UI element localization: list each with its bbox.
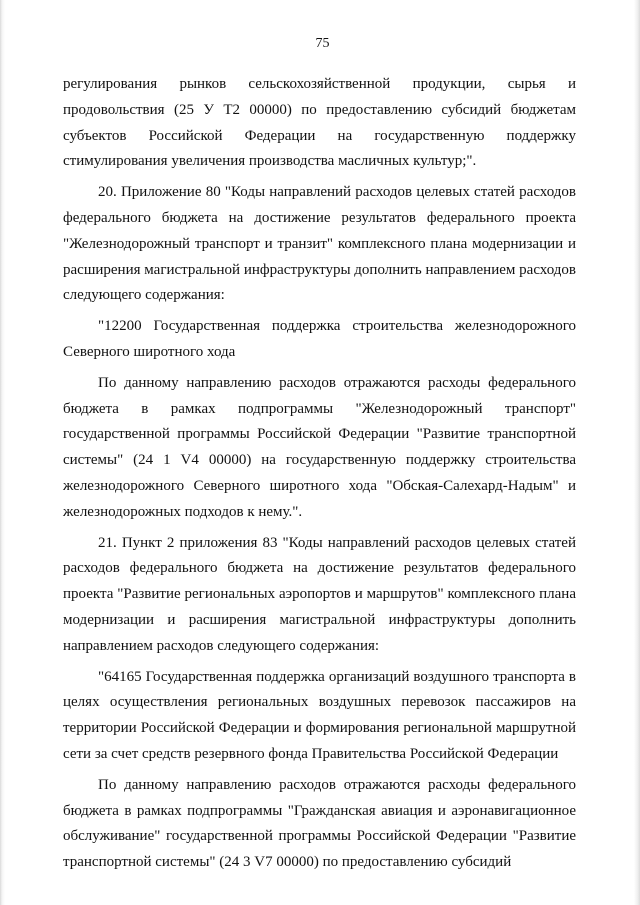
text-line: железнодорожного Северного широтного хода "Обская-Салехард-Надым" и [63, 477, 576, 494]
text-line: стимулирования увеличения производства масличных культур;". [63, 153, 477, 170]
text-line: регулирования рынков сельскохозяйственной продукции, сырья и [63, 76, 576, 92]
text-line: продовольствия (25 У Т2 00000) по предоставлению субсидий бюджетам [63, 101, 576, 118]
paragraph-item-20 [63, 180, 576, 309]
text-line: Северного широтного хода [63, 343, 236, 360]
text-line: модернизации и расширения магистральной инфраструктуры дополнить [63, 611, 576, 628]
text-line: территории Российской Федерации и формирования региональной маршрутной [63, 720, 576, 737]
text-line: бюджета в рамках подпрограммы "Железнодорожный транспорт" [63, 400, 576, 417]
text-line: проекта "Развитие региональных аэропортов и маршрутов" комплексного плана [63, 586, 576, 603]
paragraph-code-64165-description [63, 773, 576, 876]
text-line: системы" (24 1 V4 00000) на государственную поддержку строительства [63, 452, 576, 469]
page-number: 75 [315, 36, 330, 51]
text-line: расходов федерального бюджета на достижение результатов федерального [63, 560, 576, 577]
text-line: транспортной системы" (24 3 V7 00000) по предоставлению субсидий [63, 854, 512, 871]
text-line: 20. Приложение 80 "Коды направлений расходов целевых статей расходов [98, 184, 576, 201]
text-line: целях осуществления региональных воздушных перевозок пассажиров на [63, 694, 576, 711]
paragraph-continuation [63, 72, 576, 175]
text-line: субъектов Российской Федерации на государственную поддержку [63, 127, 576, 144]
paragraph-code-12200-description [63, 371, 576, 526]
paragraph-code-12200 [63, 314, 576, 366]
text-line: По данному направлению расходов отражаются расходы федерального [98, 776, 576, 793]
text-line: железнодорожных подходов к нему.". [63, 503, 303, 520]
text-line: По данному направлению расходов отражаются расходы федерального [98, 374, 576, 391]
text-line: государственной программы Российской Федерации "Развитие транспортной [63, 426, 576, 443]
text-line: сети за счет средств резервного фонда Правительства Российской Федерации [63, 745, 559, 762]
text-line: обслуживание" государственной программы Российской Федерации "Развитие [63, 828, 576, 845]
text-line: расширения магистральной инфраструктуры дополнить направлением расходов [63, 261, 576, 278]
text-line: направлением расходов следующего содержания: [63, 637, 380, 654]
text-line: федерального бюджета на достижение результатов федерального проекта [63, 209, 576, 226]
text-line: "12200 Государственная поддержка строительства железнодорожного [98, 318, 576, 335]
text-line: "Железнодорожный транспорт и транзит" комплексного плана модернизации и [63, 235, 576, 252]
paragraph-item-21 [63, 531, 576, 660]
text-line: следующего содержания: [63, 287, 225, 304]
text-line: бюджета в рамках подпрограммы "Гражданская авиация и аэронавигационное [63, 802, 576, 819]
paragraph-code-64165 [63, 665, 576, 768]
text-line: 21. Пункт 2 приложения 83 "Коды направлений расходов целевых статей [98, 534, 576, 551]
text-line: "64165 Государственная поддержка организаций воздушного транспорта в [98, 668, 576, 685]
